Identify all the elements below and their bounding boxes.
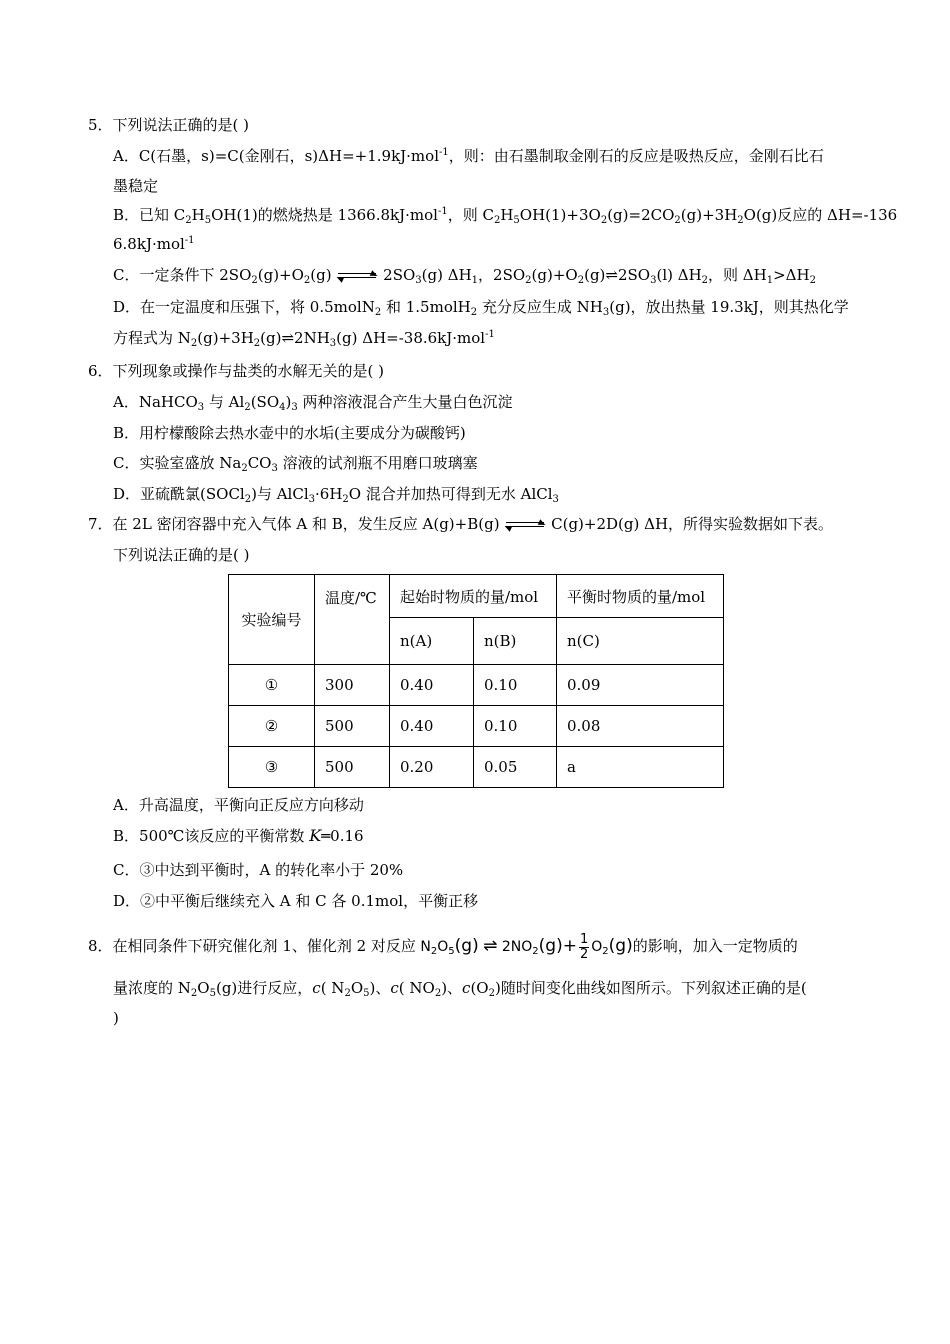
table-header-temp: 温度/℃ (315, 575, 390, 665)
q8-stem-cont2: ) (113, 1009, 119, 1027)
table-cell: ② (229, 706, 315, 747)
q7-option-d: D．②中平衡后继续充入 A 和 C 各 0.1mol，平衡正移 (113, 892, 479, 910)
q5-option-a: A．C(石墨，s)=C(金刚石，s)ΔH=+1.9kJ·mol$^{-1}$，则：由石墨制取金刚石的反应是吸热反应，金刚石比石 (113, 147, 824, 165)
table-cell: 0.05 (474, 747, 557, 788)
equilibrium-arrow-icon (504, 520, 546, 530)
q8-stem-cont: 量浓度的 $N_2O_5(g)$进行反应，c( $N_2O_5$)、c( $NO_2$)、$c(O_2)$随时间变化曲线如图所示。下列叙述正确的是( (113, 979, 807, 999)
reaction-equation: $N_2O_5(g)$ ⇌ $2NO_2(g)+$ $\frac{1}{2}$ $O_2(g)$ (420, 931, 633, 962)
table-cell: ① (229, 665, 315, 706)
q5-option-d: D．在一定温度和压强下，将 0.5molN$_2$ 和 1.5molH$_2$ 充分反应生成 $NH_3(g)$，放出热量 19.3kJ，则其热化学 (113, 298, 849, 318)
equilibrium-arrow-icon (336, 271, 378, 281)
q5-option-d-cont: 方程式为 $N_2(g)+3H_2(g)\rightleftharpoons 2NH_3(g)$ ΔH=-38.6kJ·mol$^{-1}$ (113, 329, 495, 349)
q5-option-c: C．一定条件下 $2SO_2(g)+O_2(g)$ $2SO_3(g)$ $\Delta H_1$，$2SO_2(g)+O_2(g)\rightleftharpoons 2SO_3(l)$ $\Delta H_2$，则 $\Delta H_1>\Delta H_2$ (113, 266, 816, 286)
table-row (229, 665, 724, 706)
table-cell: 500 (315, 706, 390, 747)
q7-option-b: B．500℃该反应的平衡常数 K═0.16 (113, 826, 364, 845)
q5-option-a-cont: 墨稳定 (113, 177, 159, 195)
table-cell: 0.09 (557, 665, 724, 706)
table-cell: 0.20 (390, 747, 474, 788)
q8-stem: 8．在相同条件下研究催化剂 1、催化剂 2 对反应 $N_2O_5(g)$ ⇌ $2NO_2(g)+$ $\frac{1}{2}$ $O_2(g)$的影响，加入一定物质的 (88, 931, 798, 962)
q7-option-a: A．升高温度，平衡向正反应方向移动 (113, 796, 364, 814)
q7-stem: 7．在 2L 密闭容器中充入气体 A 和 B，发生反应 A(g)+B(g) C(g)+2D(g) ΔH，所得实验数据如下表。 (88, 515, 834, 533)
table-header-id: 实验编号 (229, 575, 315, 665)
q5-option-b-cont: 6.8kJ·mol$^{-1}$ (113, 235, 195, 253)
table-header-nc: n(C) (557, 618, 724, 665)
table-header-nb: n(B) (474, 618, 557, 665)
q5-option-b: B．已知 $C_2H_5OH(1)$的燃烧热是 1366.8kJ·mol$^{-1}$，则 $C_2H_5OH(1)+3O_2(g)=2CO_2(g)+3H_2O(g)$反应的 ΔH=-136 (113, 206, 898, 226)
q7-option-c: C．③中达到平衡时，A 的转化率小于 20% (113, 861, 404, 879)
table-cell: 500 (315, 747, 390, 788)
table-cell: 0.40 (390, 665, 474, 706)
q7-stem-cont: 下列说法正确的是( ) (113, 546, 250, 564)
q6-stem: 6．下列现象或操作与盐类的水解无关的是( ) (88, 362, 385, 380)
table-header-eq: 平衡时物质的量/mol (557, 575, 724, 618)
q6-option-a: A．NaHCO$_3$ 与 $Al_2(SO_4)_3$ 两种溶液混合产生大量白色沉淀 (113, 393, 513, 413)
table-cell: 0.10 (474, 665, 557, 706)
table-row (229, 706, 724, 747)
table-row (229, 747, 724, 788)
q6-option-c: C．实验室盛放 $Na_2CO_3$ 溶液的试剂瓶不用磨口玻璃塞 (113, 454, 478, 474)
experiment-table (228, 574, 724, 788)
table-cell: 300 (315, 665, 390, 706)
table-cell: 0.08 (557, 706, 724, 747)
q6-option-d: D．亚硫酰氯(SOCl$_2$)与 $AlCl_3\cdot 6H_2O$ 混合并加热可得到无水 AlCl$_3$ (113, 485, 559, 505)
q6-option-b: B．用柠檬酸除去热水壶中的水垢(主要成分为碳酸钙) (113, 424, 466, 442)
table-header-start: 起始时物质的量/mol (390, 575, 557, 618)
table-header-na: n(A) (390, 618, 474, 665)
table-cell: a (557, 747, 724, 788)
q5-stem: 5．下列说法正确的是( ) (88, 116, 250, 134)
table-cell: ③ (229, 747, 315, 788)
table-cell: 0.10 (474, 706, 557, 747)
table-cell: 0.40 (390, 706, 474, 747)
